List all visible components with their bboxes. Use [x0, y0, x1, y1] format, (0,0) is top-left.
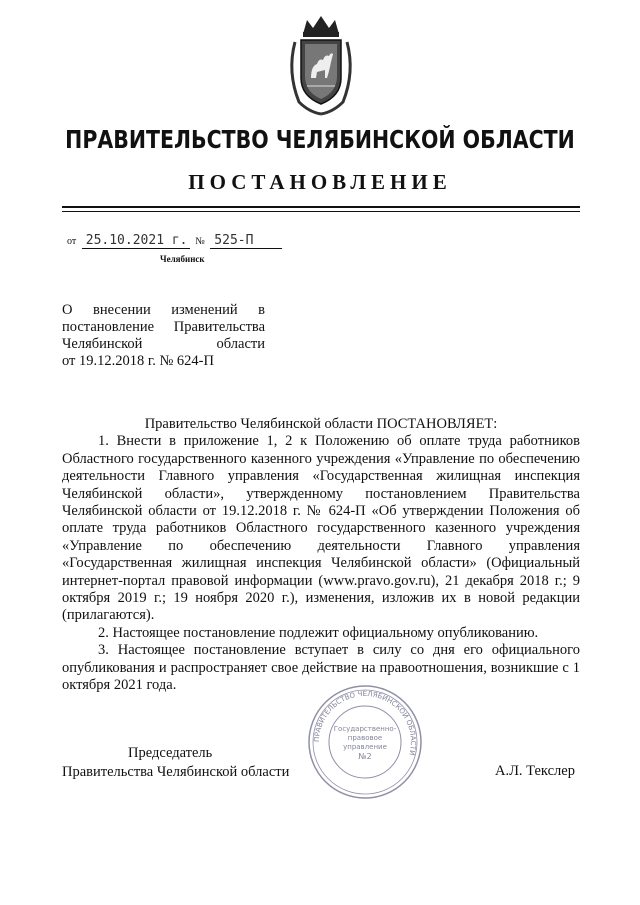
preamble: Правительство Челябинской области ПОСТАНОВЛЯЕТ: — [144, 416, 498, 432]
subject-line: Челябинской области — [62, 336, 265, 352]
decree-date: 25.10.2021 г. — [82, 233, 190, 249]
item-2: 2. Настоящее постановление подлежит официальному опубликованию. — [98, 624, 539, 641]
item-3: 3. Настоящее постановление вступает в силу со дня его официального опубликования и распространяет свое действие на правоотношения, возникшие с 1 октября 2021 года. — [62, 642, 580, 694]
signatory-name: А.Л. Текслер — [495, 763, 575, 779]
seal-line: правовое — [347, 734, 383, 742]
subject-line: постановление Правительства — [62, 319, 265, 335]
seal-outer-text: ПРАВИТЕЛЬСТВО ЧЕЛЯБИНСКОЙ ОБЛАСТИ — [312, 689, 418, 757]
government-title: ПРАВИТЕЛЬСТВО ЧЕЛЯБИНСКОЙ ОБЛАСТИ — [65, 125, 575, 154]
signatory-role-line: Председатель — [128, 745, 213, 761]
document-type: ПОСТАНОВЛЕНИЕ — [188, 170, 452, 194]
seal-line: управление — [343, 743, 387, 751]
number-prefix: № — [195, 236, 205, 247]
signatory-role — [62, 744, 289, 782]
official-seal — [306, 683, 424, 801]
subject-line: от 19.12.2018 г. № 624-П — [62, 353, 214, 369]
date-prefix: от — [67, 236, 77, 247]
decree-number: 525-П — [210, 233, 282, 249]
seal-line: №2 — [358, 752, 372, 761]
coat-of-arms-icon — [285, 12, 357, 120]
decree-body — [62, 416, 580, 695]
header-rule-thin — [62, 211, 580, 212]
item-1: 1. Внести в приложение 1, 2 к Положению об оплате труда работников Областного государственного казенного учреждения «Управление по обеспечению деятельности Главного управления «Государственная жилищная инспекция Челябинской области», утвержденному постановлением Правительства Челябинской области от 19.12.2018 г. № 624-П «Об утверждении Положения об оплате труда работников Областного государственного казенного учреждения «Управление по обеспечению деятельности Главного управления «Государственная жилищная инспекция Челябинской области» (Официальный интернет-портал правовой информации (www.pravo.gov.ru), 21 декабря 2018 г.; 9 октября 2019 г.; 19 ноября 2020 г.), изменения, изложив их в новой редакции (прилагаются). — [62, 433, 580, 624]
city-label: Челябинск — [160, 254, 205, 264]
decree-meta — [64, 233, 282, 249]
signatory-role-line: Правительства Челябинской области — [62, 764, 290, 780]
header-rule-thick — [62, 206, 580, 208]
subject-line: О внесении изменений в — [62, 302, 265, 318]
seal-line: Государственно- — [333, 725, 397, 733]
decree-subject — [62, 302, 265, 370]
